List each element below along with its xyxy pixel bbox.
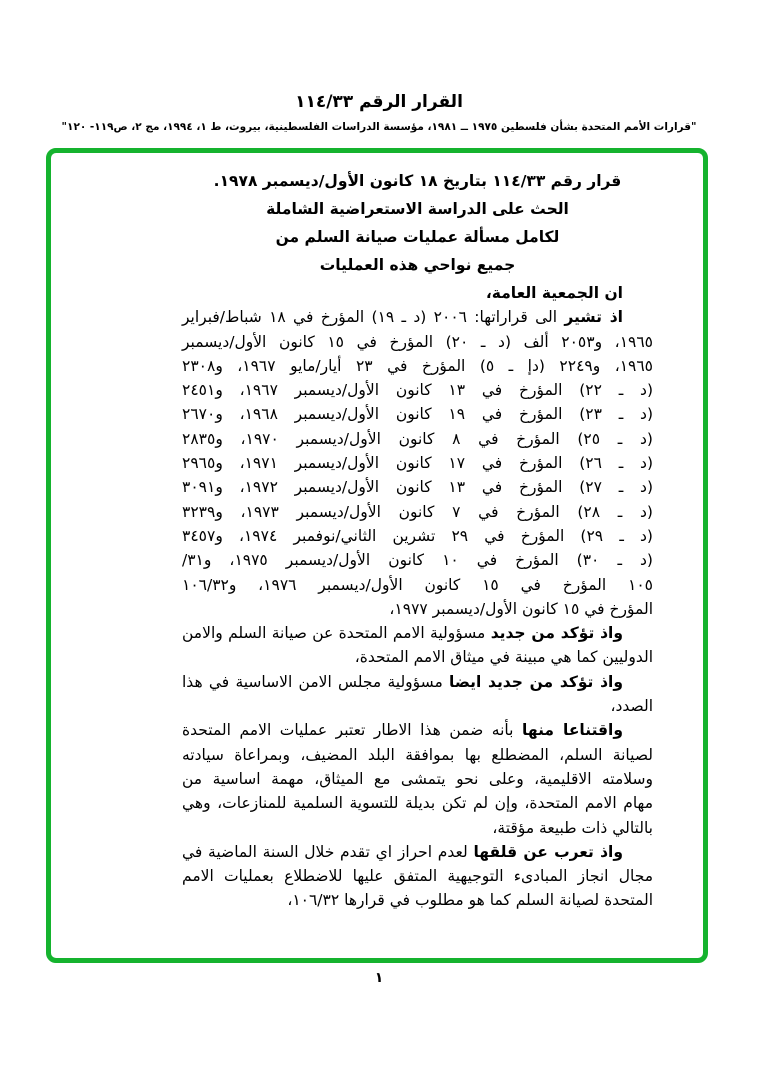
bold-lead: واذ تؤكد من جديد xyxy=(490,624,623,643)
paragraph xyxy=(182,281,653,305)
bold-lead: واذ تؤكد من جديد ايضا xyxy=(449,672,623,691)
text-line: (د ـ ٢٦) المؤرخ في ١٧ كانون الأول/ديسمبر ١٩٧١، و٢٩٦٥ xyxy=(182,454,653,473)
bold-lead: ان الجمعية العامة، xyxy=(485,284,623,302)
heading-line: لكامل مسألة عمليات صيانة السلم من xyxy=(275,228,560,246)
text-line: وسلامته الاقليمية، وعلى نحو يتمشى مع الميثاق، مهمة اساسية من xyxy=(182,769,653,788)
text-line: المتحدة لصيانة السلم كما هو مطلوب في قرارها ١٠٦/٣٢، xyxy=(287,891,653,910)
text-line xyxy=(182,281,653,305)
text-line: مهام الامم المتحدة، وإن لم تكن بديلة للتسوية السلمية للمنازعات، وهي xyxy=(182,794,653,813)
document-citation: "قرارات الأمم المتحدة بشأن فلسطين ١٩٧٥ ــ ١٩٨١، مؤسسة الدراسات الفلسطينية، بيروت، ط ١، ١٩٩٤، مج ٢، ص١١٩- ١٢٠" xyxy=(61,121,697,133)
resolution-body xyxy=(51,279,703,913)
heading-line: الحث على الدراسة الاستعراضية الشاملة xyxy=(266,200,569,218)
heading-line: قرار رقم ١١٤/٣٣ بتاريخ ١٨ كانون الأول/ديسمبر ١٩٧٨. xyxy=(213,172,622,190)
paragraph xyxy=(182,840,653,913)
paragraph xyxy=(182,621,653,670)
text-line: (د ـ ٢٢) المؤرخ في ١٣ كانون الأول/ديسمبر ١٩٦٧، و٢٤٥١ xyxy=(182,381,653,400)
heading-line: جميع نواحي هذه العمليات xyxy=(319,256,516,274)
text-line: ١٠٥ المؤرخ في ١٥ كانون الأول/ديسمبر ١٩٧٦، و١٠٦/٣٢ xyxy=(182,575,653,594)
text-line: المؤرخ في ١٥ كانون الأول/ديسمبر ١٩٧٧، xyxy=(389,599,653,618)
resolution-heading xyxy=(51,153,703,279)
text-line: ١٩٦٥، و٢٢٤٩ (دإ ـ ٥) المؤرخ في ٢٣ أيار/مايو ١٩٦٧، و٢٣٠٨ xyxy=(182,356,654,375)
page-title: القرار الرقم ١١٤/٣٣ xyxy=(295,92,463,112)
text-line: لصيانة السلم، المضطلع بها بموافقة البلد المضيف، وبمراعاة سيادته xyxy=(182,745,653,764)
text-line: (د ـ ٣٠) المؤرخ في ١٠ كانون الأول/ديسمبر ١٩٧٥، و٣١/ xyxy=(182,551,653,570)
resolution-frame xyxy=(46,148,708,963)
paragraph xyxy=(182,718,653,839)
text-line: الدوليين كما هي مبينة في ميثاق الامم المتحدة، xyxy=(354,648,653,667)
text-line: بالتالي ذات طبيعة مؤقتة، xyxy=(492,818,653,837)
text-line: (د ـ ٢٥) المؤرخ في ٨ كانون الأول/ديسمبر ١٩٧٠، و٢٨٣٥ xyxy=(182,429,653,448)
paragraph xyxy=(182,670,653,719)
text-line: الصدد، xyxy=(610,697,653,716)
text-line: واقتناعا منها بأنه ضمن هذا الاطار تعتبر عمليات الامم المتحدة xyxy=(182,721,623,740)
text-line: ١٩٦٥، و٢٠٥٣ ألف (د ـ ٢٠) المؤرخ في ١٥ كانون الأول/ديسمبر xyxy=(182,332,653,351)
text-line: واذ تؤكد من جديد مسؤولية الامم المتحدة عن صيانة السلم والامن xyxy=(182,624,623,643)
bold-lead: واقتناعا منها xyxy=(522,721,623,740)
text-line: (د ـ ٢٧) المؤرخ في ١٣ كانون الأول/ديسمبر ١٩٧٢، و٣٠٩١ xyxy=(182,478,653,497)
page-number: ١ xyxy=(374,970,384,986)
text-line: (د ـ ٢٣) المؤرخ في ١٩ كانون الأول/ديسمبر ١٩٦٨، و٢٦٧٠ xyxy=(182,405,653,424)
text-line: (د ـ ٢٨) المؤرخ في ٧ كانون الأول/ديسمبر ١٩٧٣، و٣٢٣٩ xyxy=(182,502,653,521)
bold-lead: واذ تعرب عن قلقها xyxy=(473,842,623,861)
text-line: (د ـ ٢٩) المؤرخ في ٢٩ تشرين الثاني/نوفمبر ١٩٧٤، و٣٤٥٧ xyxy=(182,526,653,545)
text-line: واذ تؤكد من جديد ايضا مسؤولية مجلس الامن الاساسية في هذا xyxy=(182,672,623,691)
text-line: اذ تشير الى قراراتها: ٢٠٠٦ (د ـ ١٩) المؤرخ في ١٨ شباط/فبراير xyxy=(182,308,623,327)
paragraph xyxy=(182,305,653,621)
text-line: واذ تعرب عن قلقها لعدم احراز اي تقدم خلال السنة الماضية في xyxy=(182,842,623,861)
bold-lead: اذ تشير xyxy=(564,308,623,327)
text-line: مجال انجاز المبادىء التوجيهية المتفق عليها للاضطلاع بعمليات الامم xyxy=(182,867,653,886)
